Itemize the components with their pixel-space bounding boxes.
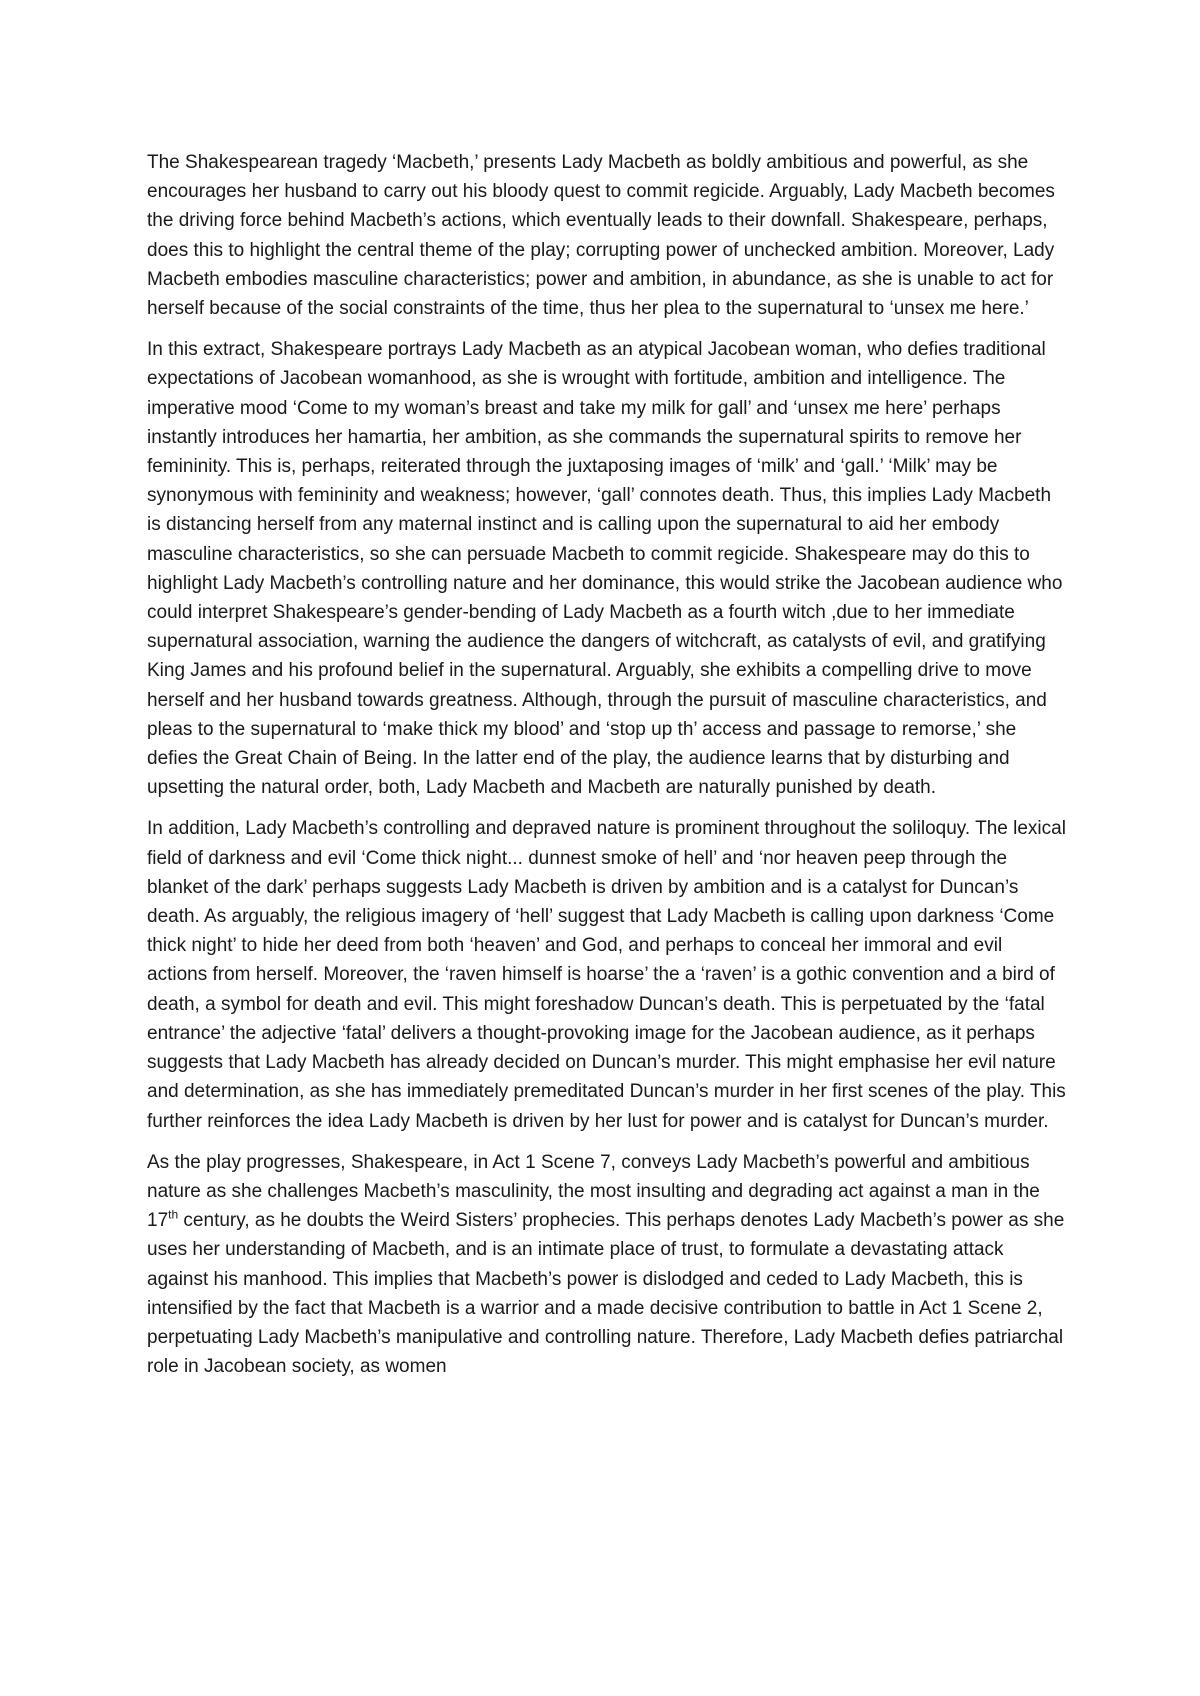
document-body xyxy=(147,148,1067,1393)
paragraph-text-part: century, as he doubts the Weird Sisters’ prophecies. This perhaps denotes Lady Macbeth’s power as she uses her understanding of Macbeth, and is an intimate place of trust, to formulate a devastating attack against his manhood. This implies that Macbeth’s power is dislodged and ceded to Lady Macbeth, this is intensified by the fact that Macbeth is a warrior and a made decisive contribution to battle in Act 1 Scene 2, perpetuating Lady Macbeth’s manipulative and controlling nature. Therefore, Lady Macbeth defies patriarchal role in Jacobean society, as women xyxy=(147,1210,1065,1378)
paragraph-extract-analysis: In this extract, Shakespeare portrays Lady Macbeth as an atypical Jacobean woman, who defies traditional expectations of Jacobean womanhood, as she is wrought with fortitude, ambition and intelligence. The imperative mood ‘Come to my woman’s breast and take my milk for gall’ and ‘unsex me here’ perhaps instantly introduces her hamartia, her ambition, as she commands the supernatural spirits to remove her femininity. This is, perhaps, reiterated through the juxtaposing images of ‘milk’ and ‘gall.’ ‘Milk’ may be synonymous with femininity and weakness; however, ‘gall’ connotes death. Thus, this implies Lady Macbeth is distancing herself from any maternal instinct and is calling upon the supernatural to aid her embody masculine characteristics, so she can persuade Macbeth to commit regicide. Shakespeare may do this to highlight Lady Macbeth’s controlling nature and her dominance, this would strike the Jacobean audience who could interpret Shakespeare’s gender-bending of Lady Macbeth as a fourth witch ,due to her immediate supernatural association, warning the audience the dangers of witchcraft, as catalysts of evil, and gratifying King James and his profound belief in the supernatural. Arguably, she exhibits a compelling drive to move herself and her husband towards greatness. Although, through the pursuit of masculine characteristics, and pleas to the supernatural to ‘make thick my blood’ and ‘stop up th’ access and passage to remorse,’ she defies the Great Chain of Being. In the latter end of the play, the audience learns that by disturbing and upsetting the natural order, both, Lady Macbeth and Macbeth are naturally punished by death. xyxy=(147,339,1063,799)
ordinal-superscript: th xyxy=(168,1207,179,1222)
paragraph-text-part: As the play progresses, Shakespeare, in Act 1 Scene 7, conveys Lady Macbeth’s powerful and ambitious nature as she challenges Macbeth’s masculinity, the most insulting and degrading act against a man in the 17 xyxy=(147,1151,1040,1232)
paragraph-darkness-analysis: In addition, Lady Macbeth’s controlling and depraved nature is prominent throughout the soliloquy. The lexical field of darkness and evil ‘Come thick night... dunnest smoke of hell’ and ‘nor heaven peep through the blanket of the dark’ perhaps suggests Lady Macbeth is driven by ambition and is a catalyst for Duncan’s death. As arguably, the religious imagery of ‘hell’ suggest that Lady Macbeth is calling upon darkness ‘Come thick night’ to hide her deed from both ‘heaven’ and God, and perhaps to conceal her immoral and evil actions from herself. Moreover, the ‘raven himself is hoarse’ the a ‘raven’ is a gothic convention and a bird of death, a symbol for death and evil. This might foreshadow Duncan’s death. This is perpetuated by the ‘fatal entrance’ the adjective ‘fatal’ delivers a thought-provoking image for the Jacobean audience, as it perhaps suggests that Lady Macbeth has already decided on Duncan’s murder. This might emphasise her evil nature and determination, as she has immediately premeditated Duncan’s murder in her first scenes of the play. This further reinforces the idea Lady Macbeth is driven by her lust for power and is catalyst for Duncan’s murder. xyxy=(147,818,1066,1132)
paragraph-act1-scene7 xyxy=(147,1148,1067,1382)
paragraph-intro: The Shakespearean tragedy ‘Macbeth,’ presents Lady Macbeth as boldly ambitious and powerful, as she encourages her husband to carry out his bloody quest to commit regicide. Arguably, Lady Macbeth becomes the driving force behind Macbeth’s actions, which eventually leads to their downfall. Shakespeare, perhaps, does this to highlight the central theme of the play; corrupting power of unchecked ambition. Moreover, Lady Macbeth embodies masculine characteristics; power and ambition, in abundance, as she is unable to act for herself because of the social constraints of the time, thus her plea to the supernatural to ‘unsex me here.’ xyxy=(147,152,1055,320)
